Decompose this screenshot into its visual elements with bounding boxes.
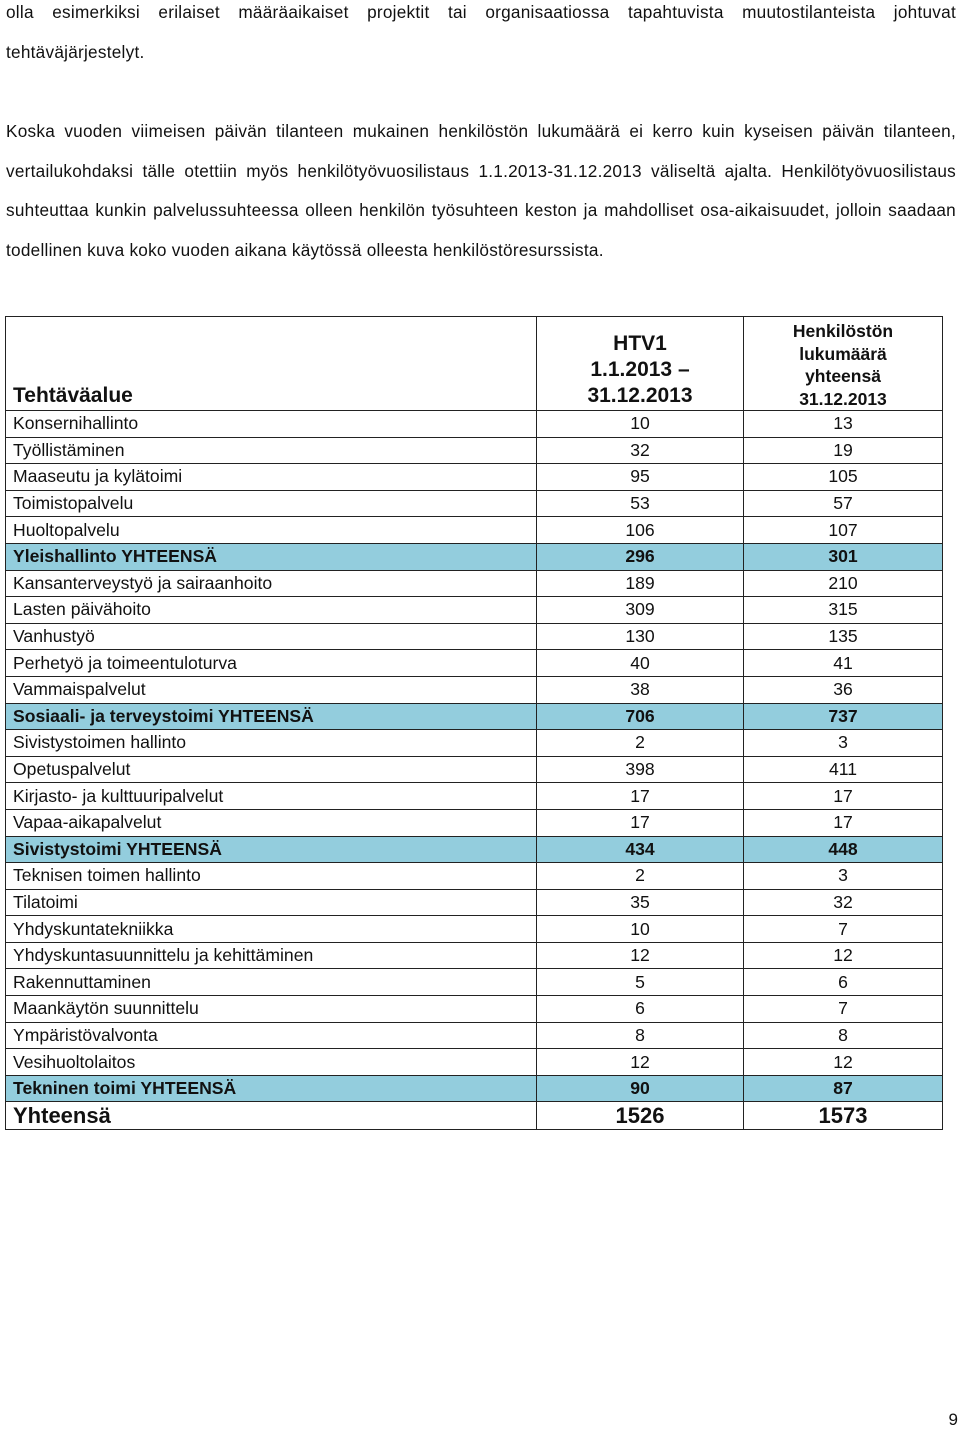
grand-total-count: 1573: [744, 1102, 943, 1130]
row-htv: 296: [537, 543, 744, 570]
row-name: Sivistystoimen hallinto: [6, 730, 537, 757]
header-count-line2: lukumäärä: [799, 343, 887, 364]
table-row: [6, 809, 943, 836]
row-htv: 53: [537, 490, 744, 517]
row-htv: 17: [537, 783, 744, 810]
row-name: Tilatoimi: [6, 889, 537, 916]
row-count: 737: [744, 703, 943, 730]
row-name: Lasten päivähoito: [6, 597, 537, 624]
table-row: [6, 650, 943, 677]
table-row: [6, 1022, 943, 1049]
subtotal-row: [6, 836, 943, 863]
grand-total-name: Yhteensä: [6, 1102, 537, 1130]
row-htv: 12: [537, 1049, 744, 1076]
table-row: [6, 1049, 943, 1076]
row-htv: 35: [537, 889, 744, 916]
row-count: 315: [744, 597, 943, 624]
row-count: 41: [744, 650, 943, 677]
row-name: Kirjasto- ja kulttuuripalvelut: [6, 783, 537, 810]
row-count: 210: [744, 570, 943, 597]
row-name: Teknisen toimen hallinto: [6, 863, 537, 890]
table-row: [6, 517, 943, 544]
row-count: 32: [744, 889, 943, 916]
description-paragraph: Koska vuoden viimeisen päivän tilanteen mukainen henkilöstön lukumäärä ei kerro kuin kyseisen päivän tilanteen, vertailukohdaksi tälle otettiin myös henkilötyövuosilistaus 1.1.2013-31.12.2013 väliseltä ajalta. Henkilötyövuosilistaus suhteuttaa kunkin palvelussuhteessa olleen henkilön työsuhteen keston ja mahdolliset osa-aikaisuudet, jolloin saadaan todellinen kuva koko vuoden aikana käytössä olleesta henkilöstöresurssista.: [6, 121, 956, 261]
subtotal-row: [6, 703, 943, 730]
row-count: 301: [744, 543, 943, 570]
table-row: [6, 437, 943, 464]
row-name: Rakennuttaminen: [6, 969, 537, 996]
table-row: [6, 730, 943, 757]
row-name: Perhetyö ja toimeentuloturva: [6, 650, 537, 677]
row-htv: 32: [537, 437, 744, 464]
table-row: [6, 490, 943, 517]
header-htv-line2: 1.1.2013 –: [590, 358, 690, 381]
row-name: Tekninen toimi YHTEENSÄ: [6, 1075, 537, 1102]
row-name: Toimistopalvelu: [6, 490, 537, 517]
row-count: 448: [744, 836, 943, 863]
row-name: Vapaa-aikapalvelut: [6, 809, 537, 836]
table-row: [6, 756, 943, 783]
header-count-line3: yhteensä: [805, 366, 881, 386]
header-htv-line3: 31.12.2013: [587, 384, 693, 407]
row-name: Yleishallinto YHTEENSÄ: [6, 543, 537, 570]
row-name: Huoltopalvelu: [6, 517, 537, 544]
header-count-line1: Henkilöstön: [792, 321, 894, 341]
row-name: Sivistystoimi YHTEENSÄ: [6, 836, 537, 863]
row-name: Yhdyskuntatekniikka: [6, 916, 537, 943]
header-htv: [537, 317, 744, 411]
row-count: 12: [744, 1049, 943, 1076]
row-htv: 434: [537, 836, 744, 863]
header-count-line4: 31.12.2013: [799, 388, 887, 409]
table-row: [6, 996, 943, 1023]
row-name: Kansanterveystyö ja sairaanhoito: [6, 570, 537, 597]
row-htv: 8: [537, 1022, 744, 1049]
row-name: Vesihuoltolaitos: [6, 1049, 537, 1076]
table-row: [6, 863, 943, 890]
row-name: Vammaispalvelut: [6, 676, 537, 703]
row-htv: 10: [537, 916, 744, 943]
table-row: [6, 570, 943, 597]
row-htv: 106: [537, 517, 744, 544]
row-name: Vanhustyö: [6, 623, 537, 650]
row-htv: 398: [537, 756, 744, 783]
row-count: 57: [744, 490, 943, 517]
row-name: Opetuspalvelut: [6, 756, 537, 783]
row-htv: 17: [537, 809, 744, 836]
table-row: [6, 969, 943, 996]
row-count: 12: [744, 942, 943, 969]
row-htv: 2: [537, 730, 744, 757]
header-area: Tehtäväalue: [6, 317, 537, 411]
table-header-row: [6, 317, 943, 411]
table-row: [6, 676, 943, 703]
row-name: Konsernihallinto: [6, 411, 537, 438]
table-row: [6, 597, 943, 624]
row-count: 411: [744, 756, 943, 783]
row-count: 105: [744, 464, 943, 491]
row-htv: 90: [537, 1075, 744, 1102]
table-row: [6, 464, 943, 491]
row-htv: 5: [537, 969, 744, 996]
row-count: 135: [744, 623, 943, 650]
row-count: 3: [744, 863, 943, 890]
intro-paragraph: olla esimerkiksi erilaiset määräaikaiset projektit tai organisaatiossa tapahtuvista muutostilanteista johtuvat tehtäväjärjestelyt.: [6, 2, 956, 62]
row-count: 17: [744, 783, 943, 810]
row-name: Yhdyskuntasuunnittelu ja kehittäminen: [6, 942, 537, 969]
row-count: 7: [744, 916, 943, 943]
row-htv: 309: [537, 597, 744, 624]
subtotal-row: [6, 543, 943, 570]
row-name: Työllistäminen: [6, 437, 537, 464]
row-htv: 189: [537, 570, 744, 597]
row-htv: 12: [537, 942, 744, 969]
row-count: 17: [744, 809, 943, 836]
row-count: 8: [744, 1022, 943, 1049]
row-name: Ympäristövalvonta: [6, 1022, 537, 1049]
row-count: 107: [744, 517, 943, 544]
row-count: 3: [744, 730, 943, 757]
table-row: [6, 783, 943, 810]
grand-total-row: [6, 1102, 943, 1130]
row-htv: 2: [537, 863, 744, 890]
row-name: Maankäytön suunnittelu: [6, 996, 537, 1023]
row-count: 13: [744, 411, 943, 438]
table-row: [6, 889, 943, 916]
row-htv: 6: [537, 996, 744, 1023]
staff-table: [5, 316, 943, 1130]
header-count: [744, 317, 943, 411]
table-row: [6, 916, 943, 943]
page-number: 9: [948, 1410, 958, 1429]
table-row: [6, 942, 943, 969]
row-count: 36: [744, 676, 943, 703]
grand-total-htv: 1526: [537, 1102, 744, 1130]
subtotal-row: [6, 1075, 943, 1102]
row-count: 87: [744, 1075, 943, 1102]
row-htv: 10: [537, 411, 744, 438]
table-row: [6, 623, 943, 650]
row-htv: 706: [537, 703, 744, 730]
row-name: Maaseutu ja kylätoimi: [6, 464, 537, 491]
header-htv-line1: HTV1: [613, 332, 667, 355]
row-name: Sosiaali- ja terveystoimi YHTEENSÄ: [6, 703, 537, 730]
row-count: 7: [744, 996, 943, 1023]
row-count: 19: [744, 437, 943, 464]
table-row: [6, 411, 943, 438]
row-htv: 95: [537, 464, 744, 491]
row-htv: 130: [537, 623, 744, 650]
row-htv: 38: [537, 676, 744, 703]
row-count: 6: [744, 969, 943, 996]
row-htv: 40: [537, 650, 744, 677]
